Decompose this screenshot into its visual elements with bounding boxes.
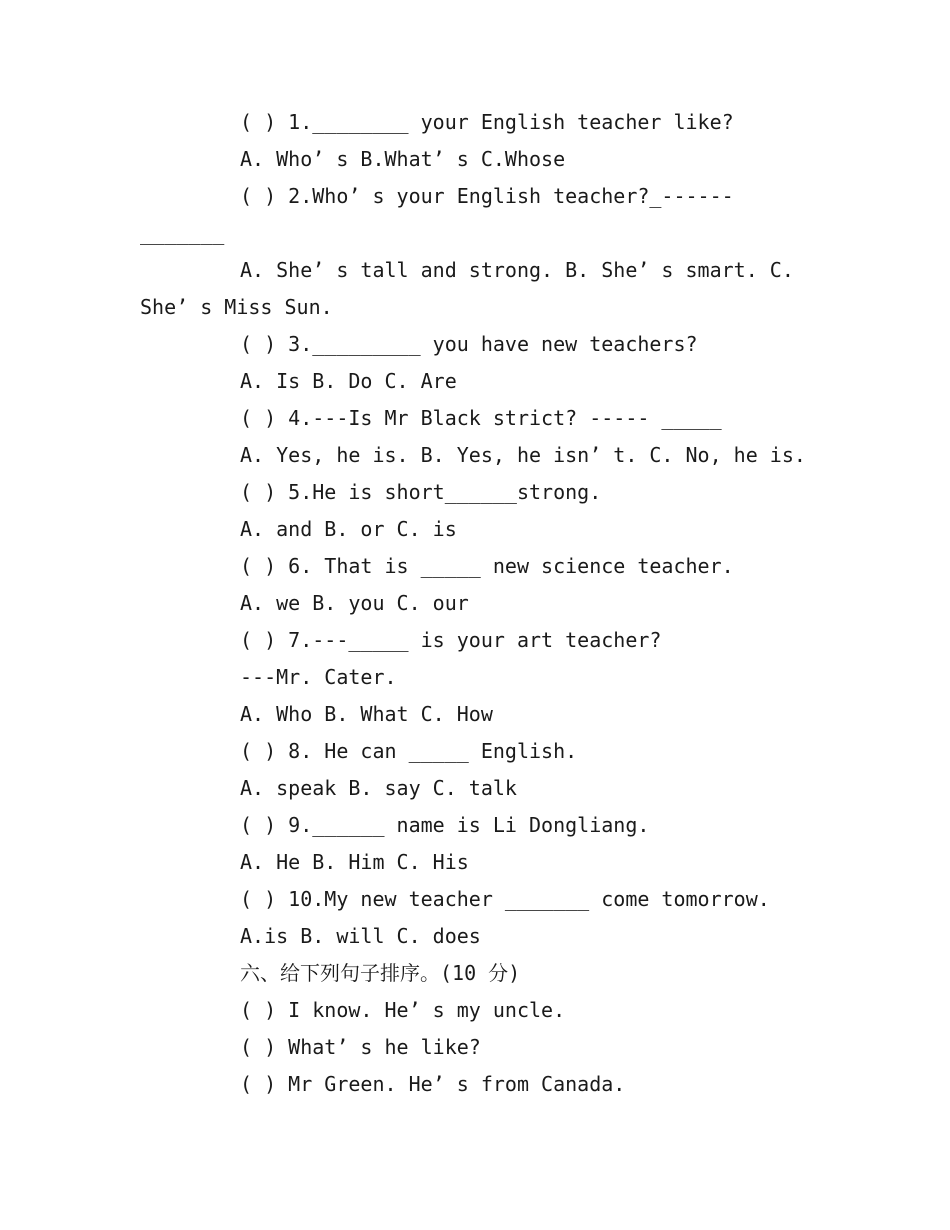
question-4-stem: ( ) 4.---Is Mr Black strict? ----- _____ (240, 406, 722, 430)
question-10-stem: ( ) 10.My new teacher _______ come tomorrow. (240, 887, 770, 911)
question-5-stem: ( ) 5.He is short______strong. (240, 480, 602, 504)
question-6-stem: ( ) 6. That is _____ new science teacher. (240, 554, 734, 578)
question-1-stem: ( ) 1.________ your English teacher like? (240, 110, 734, 134)
section-6-item-1: ( ) I know. He’ s my uncle. (240, 998, 566, 1022)
question-1-options: A. Who’ s B.What’ s C.Whose (240, 147, 566, 171)
section-6-item-3: ( ) Mr Green. He’ s from Canada. (240, 1072, 626, 1096)
question-6-options: A. we B. you C. our (240, 591, 469, 615)
question-9-stem: ( ) 9.______ name is Li Dongliang. (240, 813, 650, 837)
section-6-heading: 六、给下列句子排序。(10 分) (240, 961, 521, 985)
question-2-stem-continuation: _______ (140, 221, 225, 245)
question-2-stem: ( ) 2.Who’ s your English teacher?_------ (240, 184, 734, 208)
question-8-options: A. speak B. say C. talk (240, 776, 517, 800)
question-7-options: A. Who B. What C. How (240, 702, 493, 726)
question-3-options: A. Is B. Do C. Are (240, 369, 457, 393)
question-9-options: A. He B. Him C. His (240, 850, 469, 874)
question-7-stem: ( ) 7.---_____ is your art teacher? (240, 628, 662, 652)
question-3-stem: ( ) 3._________ you have new teachers? (240, 332, 698, 356)
question-7-answer: ---Mr. Cater. (240, 665, 397, 689)
question-4-options: A. Yes, he is. B. Yes, he isn’ t. C. No, he is. (240, 443, 806, 467)
question-5-options: A. and B. or C. is (240, 517, 457, 541)
question-2-options: A. She’ s tall and strong. B. She’ s smart. C. (240, 258, 794, 282)
question-10-options: A.is B. will C. does (240, 924, 481, 948)
document-body (140, 104, 830, 1103)
section-6-item-2: ( ) What’ s he like? (240, 1035, 481, 1059)
question-8-stem: ( ) 8. He can _____ English. (240, 739, 578, 763)
question-2-options-continuation: She’ s Miss Sun. (140, 295, 333, 319)
